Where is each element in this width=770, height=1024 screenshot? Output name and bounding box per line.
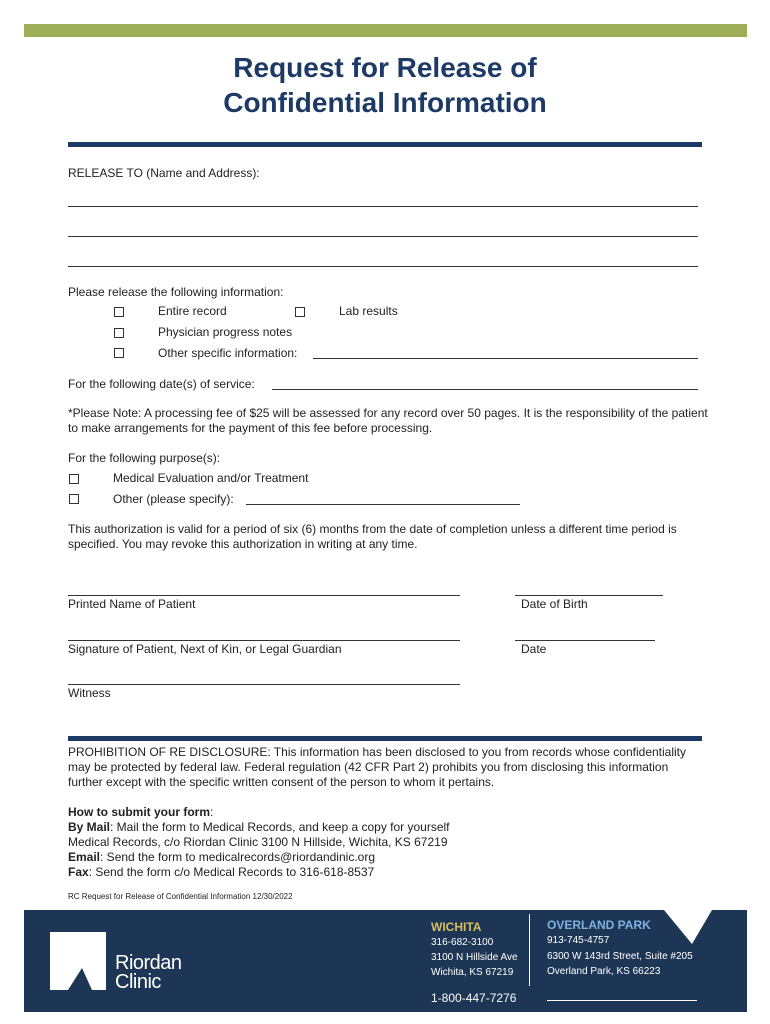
prohibition-divider (68, 736, 702, 741)
medical-purpose-checkbox[interactable] (69, 474, 79, 484)
printed-name-line[interactable] (68, 595, 460, 596)
dates-label: For the following date(s) of service: (68, 377, 255, 391)
physician-notes-checkbox[interactable] (114, 328, 124, 338)
submit-email (68, 850, 375, 865)
printed-name-label: Printed Name of Patient (68, 597, 196, 611)
footer-band (24, 910, 747, 1012)
fax-label: Fax (68, 865, 89, 879)
fax-text: : Send the form c/o Medical Records to 316-618-8537 (88, 865, 375, 879)
date-line[interactable] (515, 640, 655, 641)
purpose-label: For the following purpose(s): (68, 451, 221, 465)
dob-line[interactable] (515, 595, 663, 596)
wichita-phone: 316-682-3100 (431, 937, 494, 948)
footer-divider (529, 914, 530, 986)
top-accent-bar (24, 24, 747, 37)
footer-underline (547, 1000, 697, 1001)
wichita-heading: WICHITA (431, 920, 482, 934)
other-info-checkbox[interactable] (114, 348, 124, 358)
logo-line-1: Riordan (115, 952, 182, 974)
overland-address-1: 6300 W 143rd Street, Suite #205 (547, 951, 693, 962)
entire-record-label: Entire record (158, 304, 227, 318)
submit-fax (68, 865, 374, 880)
overland-heading: OVERLAND PARK (547, 918, 651, 932)
submit-heading-colon: : (210, 805, 214, 819)
wichita-address-2: Wichita, KS 67219 (431, 967, 514, 978)
signature-label: Signature of Patient, Next of Kin, or Legal Guardian (68, 642, 342, 656)
header-divider (68, 142, 702, 147)
overland-address-2: Overland Park, KS 66223 (547, 966, 661, 977)
lab-results-checkbox[interactable] (295, 307, 305, 317)
signature-line[interactable] (68, 640, 460, 641)
release-to-line-3[interactable] (68, 266, 698, 267)
fee-note: *Please Note: A processing fee of $25 will be assessed for any record over 50 pages. It is the responsibility of the patient to make arrangements for the payment of this fee before processing. (68, 406, 708, 435)
dob-label: Date of Birth (521, 597, 588, 611)
submit-heading-text: How to submit your form (68, 805, 210, 819)
wichita-address-1: 3100 N Hillside Ave (431, 952, 518, 963)
other-purpose-line[interactable] (246, 504, 520, 505)
overland-phone: 913-745-4757 (547, 935, 610, 946)
please-release-label: Please release the following information: (68, 285, 284, 299)
title-line-1: Request for Release of (233, 52, 537, 83)
authorization-text: This authorization is valid for a period of six (6) months from the date of completion unless a different time period is specified. You may revoke this authorization in writing at any time. (68, 522, 677, 551)
submit-mail (68, 820, 450, 835)
submit-heading (68, 805, 213, 820)
other-purpose-label: Other (please specify): (113, 492, 234, 506)
mail-label: By Mail (68, 820, 111, 834)
release-to-label: RELEASE TO (Name and Address): (68, 166, 260, 180)
release-to-line-2[interactable] (68, 236, 698, 237)
chevron-down-icon (664, 910, 714, 946)
email-label: Email (68, 850, 101, 864)
mail-address: Medical Records, c/o Riordan Clinic 3100 N Hillside, Wichita, KS 67219 (68, 835, 448, 849)
other-purpose-checkbox[interactable] (69, 494, 79, 504)
page-title (0, 50, 770, 120)
lab-results-label: Lab results (339, 304, 398, 318)
other-info-label: Other specific information: (158, 346, 298, 360)
witness-line[interactable] (68, 684, 460, 685)
other-info-line[interactable] (313, 358, 698, 359)
email-text: : Send the form to medicalrecords@riordandinic.org (100, 850, 375, 864)
title-line-2: Confidential Information (223, 87, 547, 118)
riordan-logo-icon (48, 930, 108, 992)
release-to-line-1[interactable] (68, 206, 698, 207)
mail-text: : Mail the form to Medical Records, and keep a copy for yourself (110, 820, 450, 834)
prohibition-text: PROHIBITION OF RE DISCLOSURE: This information has been disclosed to you from records whose confidentiality may be protected by federal law. Federal regulation (42 CFR Part 2) prohibits you from disclosing this information further except with the specific written consent of the person to whom it pertains. (68, 745, 687, 789)
dates-line[interactable] (272, 389, 698, 390)
entire-record-checkbox[interactable] (114, 307, 124, 317)
form-id: RC Request for Release of Confidential Information 12/30/2022 (68, 892, 293, 901)
logo-wordmark (115, 954, 182, 992)
witness-label: Witness (68, 686, 111, 700)
date-label: Date (521, 642, 547, 656)
toll-free-phone: 1-800-447-7276 (431, 991, 517, 1005)
logo-line-2: Clinic (115, 971, 161, 993)
physician-notes-label: Physician progress notes (158, 325, 293, 339)
medical-purpose-label: Medical Evaluation and/or Treatment (113, 471, 309, 485)
